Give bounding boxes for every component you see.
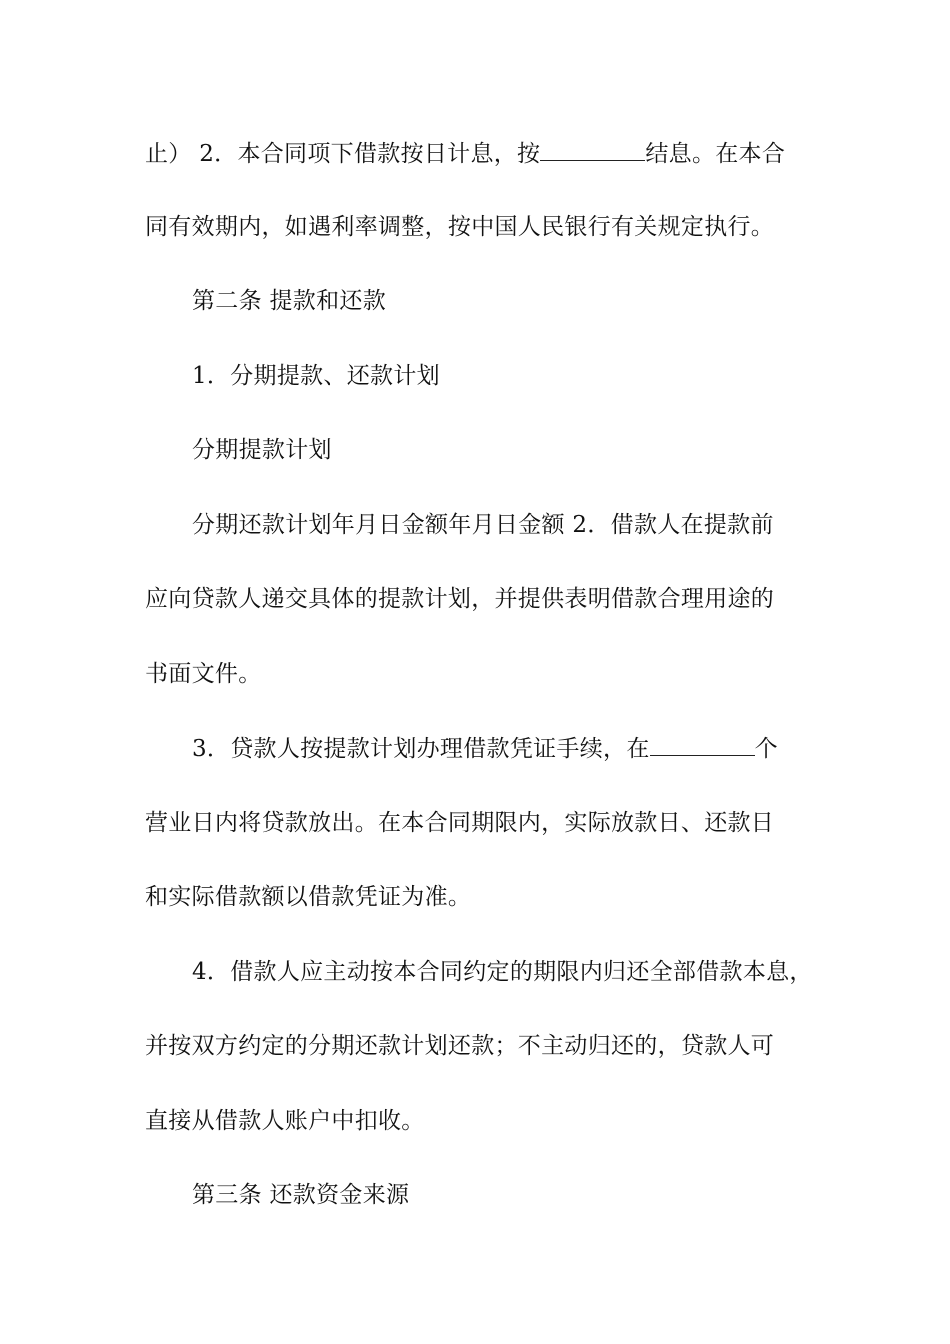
text-segment: 3．贷款人按提款计划办理借款凭证手续，在 bbox=[192, 736, 650, 762]
text-line-5: 分期提款计划 bbox=[192, 437, 332, 463]
text-segment: 止） 2．本合同项下借款按日计息，按 bbox=[145, 141, 541, 167]
text-line-9 bbox=[192, 733, 778, 764]
fill-in-blank bbox=[650, 733, 755, 756]
text-line-2: 同有效期内，如遇利率调整，按中国人民银行有关规定执行。 bbox=[145, 214, 775, 240]
text-line-8: 书面文件。 bbox=[145, 661, 262, 687]
section-heading-article-3: 第三条 还款资金来源 bbox=[192, 1182, 410, 1208]
text-line-6: 分期还款计划年月日金额年月日金额 2．借款人在提款前 bbox=[192, 512, 774, 538]
text-line-1 bbox=[145, 138, 785, 169]
text-line-7: 应向贷款人递交具体的提款计划，并提供表明借款合理用途的 bbox=[145, 586, 775, 612]
text-line-4: 1．分期提款、还款计划 bbox=[192, 363, 440, 389]
fill-in-blank bbox=[540, 138, 645, 161]
text-line-10: 营业日内将贷款放出。在本合同期限内，实际放款日、还款日 bbox=[145, 810, 775, 836]
text-segment: 结息。在本合 bbox=[645, 141, 786, 167]
text-line-11: 和实际借款额以借款凭证为准。 bbox=[145, 884, 472, 910]
text-segment: 个 bbox=[754, 736, 778, 762]
text-line-12: 4．借款人应主动按本合同约定的期限内归还全部借款本息， bbox=[192, 959, 813, 985]
section-heading-article-2: 第二条 提款和还款 bbox=[192, 288, 387, 314]
text-line-13: 并按双方约定的分期还款计划还款；不主动归还的，贷款人可 bbox=[145, 1033, 775, 1059]
text-line-14: 直接从借款人账户中扣收。 bbox=[145, 1108, 425, 1134]
